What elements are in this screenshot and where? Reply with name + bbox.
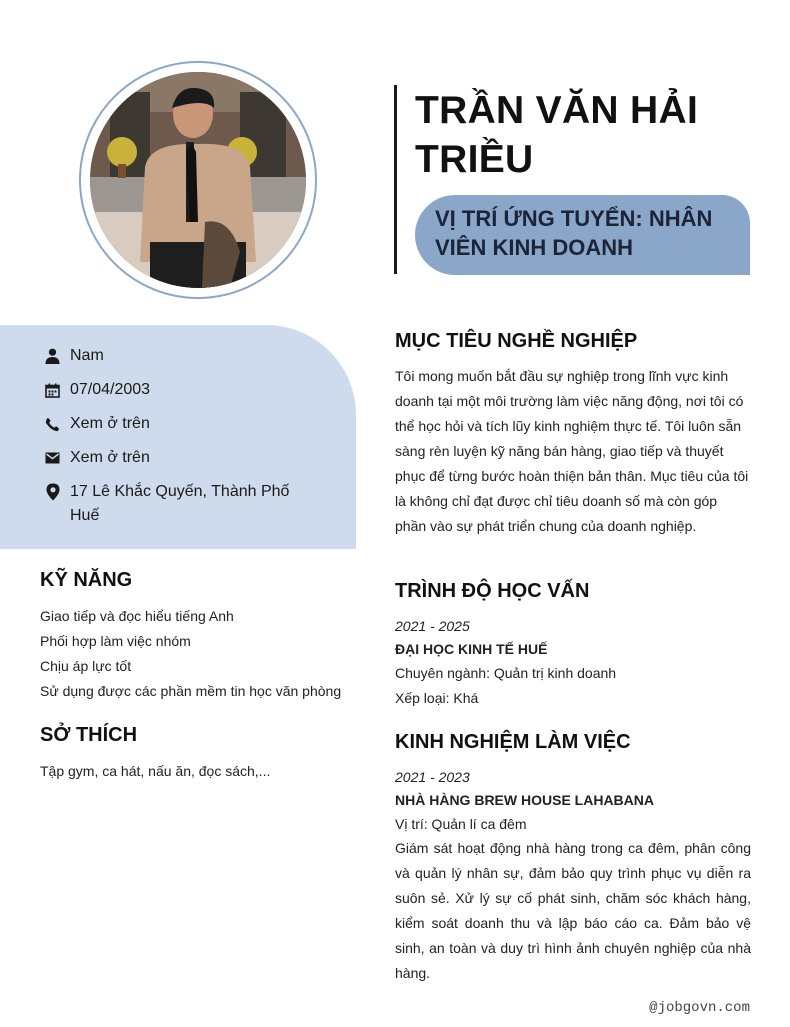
education-period: 2021 - 2025 [395,618,470,634]
person-icon [44,344,61,368]
birthday-text: 07/04/2003 [70,381,151,398]
education-school: ĐẠI HỌC KINH TẾ HUẾ [395,641,548,657]
contact-email [44,446,300,470]
contact-address [44,480,300,528]
phone-icon [44,412,61,436]
experience-role: Vị trí: Quản lí ca đêm [395,816,527,832]
address-text: 17 Lê Khắc Quyến, Thành Phố Huế [70,483,290,524]
experience-period: 2021 - 2023 [395,769,470,785]
position-text: VỊ TRÍ ỨNG TUYỂN: NHÂN VIÊN KINH DOANH [435,206,713,260]
name-accent-bar [394,85,397,274]
location-pin-icon [44,480,61,504]
education-grade: Xếp loại: Khá [395,690,479,706]
profile-photo-illustration [90,72,306,288]
objective-text: Tôi mong muốn bắt đầu sự nghiệp trong lĩnh vực kinh doanh tại một môi trường làm việc năng động, nơi tôi có thể học hỏi và tích lũy kinh nghiệm thực tế. Tôi luôn sẵn sàng rèn luyện kỹ năng bán hàng, giao tiếp và thuyết phục để từng bước hoàn thiện bản thân. Mục tiêu của tôi là không chỉ đạt được chỉ tiêu doanh số mà còn góp phần vào sự phát triển chung của doanh nghiệp. [395,368,749,534]
skills-heading: KỸ NĂNG [40,569,133,591]
contact-birthday [44,378,300,402]
skill-item: Sử dụng được các phần mềm tin học văn phòng [40,683,342,699]
experience-description: Giám sát hoạt động nhà hàng trong ca đêm, phân công và quản lý nhân sự, đảm bảo quy trình phục vụ diễn ra suôn sẻ. Xử lý sự cố phát sinh, chăm sóc khách hàng, kiểm soát doanh thu và lập báo cáo ca. Đảm bảo vệ sinh, an toàn và duy trì hình ảnh chuyên nghiệp của nhà hàng. [395,840,751,981]
position-badge [415,195,750,275]
footer-watermark: @jobgovn.com [649,1000,750,1016]
objective-heading: MỤC TIÊU NGHỀ NGHIỆP [395,330,638,352]
phone-text: Xem ở trên [70,415,150,432]
skill-item: Chịu áp lực tốt [40,658,132,674]
hobbies-heading: SỞ THÍCH [40,724,138,746]
skill-item: Giao tiếp và đọc hiểu tiếng Anh [40,608,234,624]
hobbies-text: Tập gym, ca hát, nấu ăn, đọc sách,... [40,763,271,779]
education-major: Chuyên ngành: Quản trị kinh doanh [395,665,617,681]
candidate-name: TRẦN VĂN HẢI TRIỀU [415,89,699,181]
experience-company: NHÀ HÀNG BREW HOUSE LAHABANA [395,792,654,808]
mail-icon [44,446,61,470]
education-heading: TRÌNH ĐỘ HỌC VẤN [395,580,590,602]
experience-heading: KINH NGHIỆM LÀM VIỆC [395,731,631,753]
profile-photo [90,72,306,288]
gender-text: Nam [70,347,104,364]
profile-photo-frame [79,61,317,299]
email-text: Xem ở trên [70,449,150,466]
contact-phone [44,412,300,436]
skill-item: Phối hợp làm việc nhóm [40,633,191,649]
contact-gender [44,344,300,368]
calendar-icon [44,378,61,402]
